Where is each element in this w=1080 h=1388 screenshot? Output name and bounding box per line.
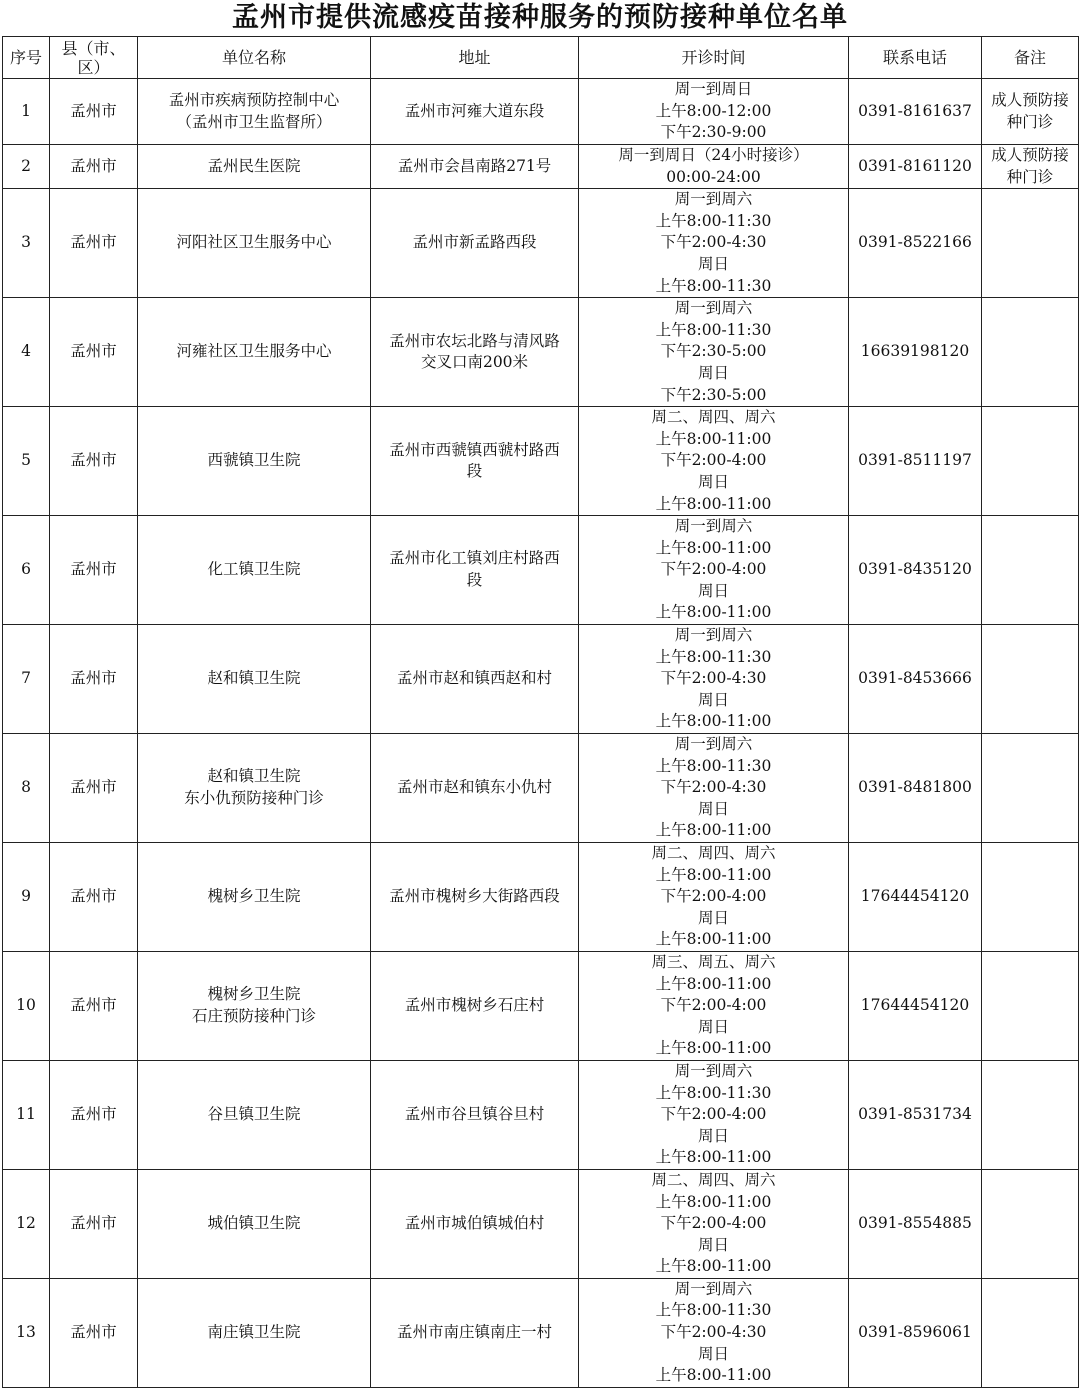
table-row (3, 298, 1079, 407)
cell-address: 孟州市化工镇刘庄村路西 段 (371, 516, 579, 625)
cell-no: 9 (3, 843, 50, 952)
cell-no: 12 (3, 1169, 50, 1278)
cell-no: 4 (3, 298, 50, 407)
cell-no: 5 (3, 407, 50, 516)
cell-county: 孟州市 (50, 734, 138, 843)
table-row (3, 1169, 1079, 1278)
cell-address: 孟州市槐树乡石庄村 (371, 951, 579, 1060)
cell-note: 成人预防接 种门诊 (982, 79, 1079, 145)
table-body (3, 79, 1079, 1388)
cell-county: 孟州市 (50, 1169, 138, 1278)
cell-phone: 0391-8161637 (849, 79, 982, 145)
cell-hours: 周一到周六 上午8:00-11:30 下午2:30-5:00 周日 下午2:30-5:00 (579, 298, 849, 407)
cell-phone: 0391-8435120 (849, 516, 982, 625)
cell-note (982, 1278, 1079, 1387)
table-row (3, 1060, 1079, 1169)
header-no: 序号 (3, 37, 50, 79)
cell-address: 孟州市谷旦镇谷旦村 (371, 1060, 579, 1169)
document-title: 孟州市提供流感疫苗接种服务的预防接种单位名单 (232, 2, 848, 33)
header-phone: 联系电话 (849, 37, 982, 79)
cell-note (982, 843, 1079, 952)
cell-phone: 0391-8531734 (849, 1060, 982, 1169)
cell-note (982, 1060, 1079, 1169)
cell-county: 孟州市 (50, 298, 138, 407)
cell-no: 13 (3, 1278, 50, 1387)
cell-county: 孟州市 (50, 407, 138, 516)
cell-address: 孟州市会昌南路271号 (371, 145, 579, 189)
table-row (3, 951, 1079, 1060)
table-row (3, 145, 1079, 189)
cell-no: 10 (3, 951, 50, 1060)
cell-note: 成人预防接 种门诊 (982, 145, 1079, 189)
cell-name: 赵和镇卫生院 东小仇预防接种门诊 (138, 734, 371, 843)
vaccination-units-table (2, 36, 1079, 1388)
cell-phone: 0391-8161120 (849, 145, 982, 189)
cell-name: 化工镇卫生院 (138, 516, 371, 625)
cell-phone: 0391-8453666 (849, 625, 982, 734)
cell-phone: 0391-8596061 (849, 1278, 982, 1387)
cell-no: 1 (3, 79, 50, 145)
cell-phone: 0391-8554885 (849, 1169, 982, 1278)
cell-county: 孟州市 (50, 625, 138, 734)
cell-note (982, 1169, 1079, 1278)
cell-no: 11 (3, 1060, 50, 1169)
cell-county: 孟州市 (50, 145, 138, 189)
cell-name: 城伯镇卫生院 (138, 1169, 371, 1278)
cell-name: 河阳社区卫生服务中心 (138, 189, 371, 298)
cell-address: 孟州市槐树乡大街路西段 (371, 843, 579, 952)
cell-hours: 周三、周五、周六 上午8:00-11:00 下午2:00-4:00 周日 上午8:00-11:00 (579, 951, 849, 1060)
cell-name: 西虢镇卫生院 (138, 407, 371, 516)
cell-phone: 17644454120 (849, 951, 982, 1060)
cell-name: 孟州民生医院 (138, 145, 371, 189)
cell-address: 孟州市赵和镇东小仇村 (371, 734, 579, 843)
cell-note (982, 625, 1079, 734)
cell-hours: 周一到周六 上午8:00-11:30 下午2:00-4:30 周日 上午8:00-11:30 (579, 189, 849, 298)
cell-hours: 周一到周日（24小时接诊） 00:00-24:00 (579, 145, 849, 189)
table-row (3, 734, 1079, 843)
cell-no: 8 (3, 734, 50, 843)
cell-name: 赵和镇卫生院 (138, 625, 371, 734)
header-address: 地址 (371, 37, 579, 79)
cell-name: 孟州市疾病预防控制中心 （孟州市卫生监督所） (138, 79, 371, 145)
cell-phone: 0391-8511197 (849, 407, 982, 516)
cell-county: 孟州市 (50, 79, 138, 145)
cell-phone: 0391-8522166 (849, 189, 982, 298)
table-row (3, 516, 1079, 625)
table-row (3, 843, 1079, 952)
cell-county: 孟州市 (50, 843, 138, 952)
header-hours: 开诊时间 (579, 37, 849, 79)
cell-hours: 周一到周六 上午8:00-11:30 下午2:00-4:00 周日 上午8:00-11:00 (579, 1060, 849, 1169)
cell-name: 谷旦镇卫生院 (138, 1060, 371, 1169)
cell-county: 孟州市 (50, 951, 138, 1060)
table-row (3, 79, 1079, 145)
cell-hours: 周一到周六 上午8:00-11:30 下午2:00-4:30 周日 上午8:00-11:00 (579, 1278, 849, 1387)
cell-county: 孟州市 (50, 516, 138, 625)
cell-note (982, 298, 1079, 407)
cell-address: 孟州市城伯镇城伯村 (371, 1169, 579, 1278)
cell-county: 孟州市 (50, 1278, 138, 1387)
cell-name: 河雍社区卫生服务中心 (138, 298, 371, 407)
cell-no: 2 (3, 145, 50, 189)
cell-address: 孟州市南庄镇南庄一村 (371, 1278, 579, 1387)
cell-hours: 周二、周四、周六 上午8:00-11:00 下午2:00-4:00 周日 上午8:00-11:00 (579, 843, 849, 952)
cell-note (982, 516, 1079, 625)
cell-county: 孟州市 (50, 189, 138, 298)
cell-county: 孟州市 (50, 1060, 138, 1169)
cell-hours: 周一到周六 上午8:00-11:30 下午2:00-4:30 周日 上午8:00-11:00 (579, 625, 849, 734)
cell-hours: 周一到周日 上午8:00-12:00 下午2:30-9:00 (579, 79, 849, 145)
cell-name: 南庄镇卫生院 (138, 1278, 371, 1387)
cell-hours: 周二、周四、周六 上午8:00-11:00 下午2:00-4:00 周日 上午8:00-11:00 (579, 407, 849, 516)
cell-phone: 0391-8481800 (849, 734, 982, 843)
cell-address: 孟州市河雍大道东段 (371, 79, 579, 145)
header-name: 单位名称 (138, 37, 371, 79)
header-county: 县（市、区） (50, 37, 138, 79)
header-note: 备注 (982, 37, 1079, 79)
table-row (3, 1278, 1079, 1387)
cell-no: 6 (3, 516, 50, 625)
cell-note (982, 734, 1079, 843)
cell-hours: 周一到周六 上午8:00-11:30 下午2:00-4:30 周日 上午8:00-11:00 (579, 734, 849, 843)
table-row (3, 625, 1079, 734)
cell-note (982, 951, 1079, 1060)
cell-address: 孟州市赵和镇西赵和村 (371, 625, 579, 734)
cell-no: 7 (3, 625, 50, 734)
cell-name: 槐树乡卫生院 石庄预防接种门诊 (138, 951, 371, 1060)
cell-hours: 周二、周四、周六 上午8:00-11:00 下午2:00-4:00 周日 上午8:00-11:00 (579, 1169, 849, 1278)
cell-no: 3 (3, 189, 50, 298)
table-header-row (3, 37, 1079, 79)
cell-phone: 16639198120 (849, 298, 982, 407)
cell-address: 孟州市新孟路西段 (371, 189, 579, 298)
cell-hours: 周一到周六 上午8:00-11:00 下午2:00-4:00 周日 上午8:00-11:00 (579, 516, 849, 625)
cell-note (982, 189, 1079, 298)
cell-address: 孟州市农坛北路与清风路 交叉口南200米 (371, 298, 579, 407)
cell-note (982, 407, 1079, 516)
table-row (3, 407, 1079, 516)
table-row (3, 189, 1079, 298)
cell-name: 槐树乡卫生院 (138, 843, 371, 952)
cell-address: 孟州市西虢镇西虢村路西 段 (371, 407, 579, 516)
cell-phone: 17644454120 (849, 843, 982, 952)
